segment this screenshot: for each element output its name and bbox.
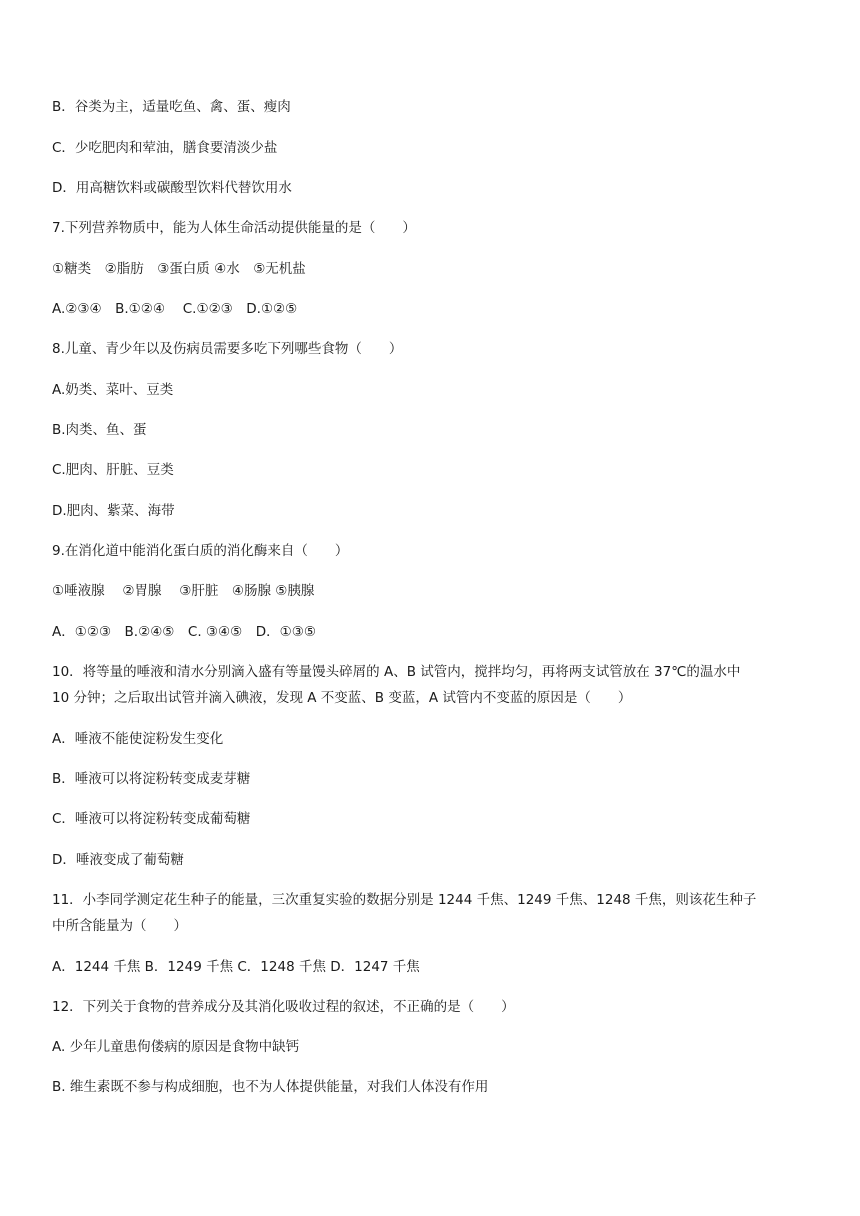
option-line: C．少吃肥肉和荤油，膳食要清淡少盐 xyxy=(52,140,278,156)
option-line: A. 少年儿童患佝偻病的原因是食物中缺钙 xyxy=(52,1039,300,1055)
option-line: D．用高糖饮料或碳酸型饮料代替饮用水 xyxy=(52,180,292,196)
question-12-stem: 12．下列关于食物的营养成分及其消化吸收过程的叙述，不正确的是（ ） xyxy=(52,999,515,1015)
option-line: D.肥肉、紫菜、海带 xyxy=(52,503,175,519)
question-7-stem: 7.下列营养物质中，能为人体生命活动提供能量的是（ ） xyxy=(52,220,416,236)
question-10-stem-cont: 10 分钟；之后取出试管并滴入碘液，发现 A 不变蓝、B 变蓝，A 试管内不变蓝的原因是（ ） xyxy=(52,690,632,706)
question-8-stem: 8.儿童、青少年以及伤病员需要多吃下列哪些食物（ ） xyxy=(52,341,403,357)
option-line: A．1244 千焦 B．1249 千焦 C．1248 千焦 D．1247 千焦 xyxy=(52,959,420,975)
item-list-line: ①唾液腺 ②胃腺 ③肝脏 ④肠腺 ⑤胰腺 xyxy=(52,583,315,599)
option-line: D．唾液变成了葡萄糖 xyxy=(52,852,184,868)
option-line: B.肉类、鱼、蛋 xyxy=(52,422,147,438)
option-line: B．谷类为主，适量吃鱼、禽、蛋、瘦肉 xyxy=(52,99,291,115)
option-line: B．唾液可以将淀粉转变成麦芽糖 xyxy=(52,771,251,787)
question-9-stem: 9.在消化道中能消化蛋白质的消化酶来自（ ） xyxy=(52,543,349,559)
option-line: B. 维生素既不参与构成细胞，也不为人体提供能量，对我们人体没有作用 xyxy=(52,1079,489,1095)
option-line: A．①②③ B.②④⑤ C. ③④⑤ D．①③⑤ xyxy=(52,624,316,640)
option-line: C.肥肉、肝脏、豆类 xyxy=(52,462,174,478)
question-11-stem-cont: 中所含能量为（ ） xyxy=(52,918,187,934)
item-list-line: ①糖类 ②脂肪 ③蛋白质 ④水 ⑤无机盐 xyxy=(52,261,306,277)
option-line: A．唾液不能使淀粉发生变化 xyxy=(52,731,224,747)
question-11-stem: 11．小李同学测定花生种子的能量，三次重复实验的数据分别是 1244 千焦、1249 千焦、1248 千焦，则该花生种子 xyxy=(52,892,757,908)
option-line: A.②③④ B.①②④ C.①②③ D.①②⑤ xyxy=(52,301,298,317)
question-10-stem: 10．将等量的唾液和清水分别滴入盛有等量馒头碎屑的 A、B 试管内，搅拌均匀，再将两支试管放在 37℃的温水中 xyxy=(52,664,741,680)
option-line: A.奶类、菜叶、豆类 xyxy=(52,382,174,398)
option-line: C．唾液可以将淀粉转变成葡萄糖 xyxy=(52,811,251,827)
